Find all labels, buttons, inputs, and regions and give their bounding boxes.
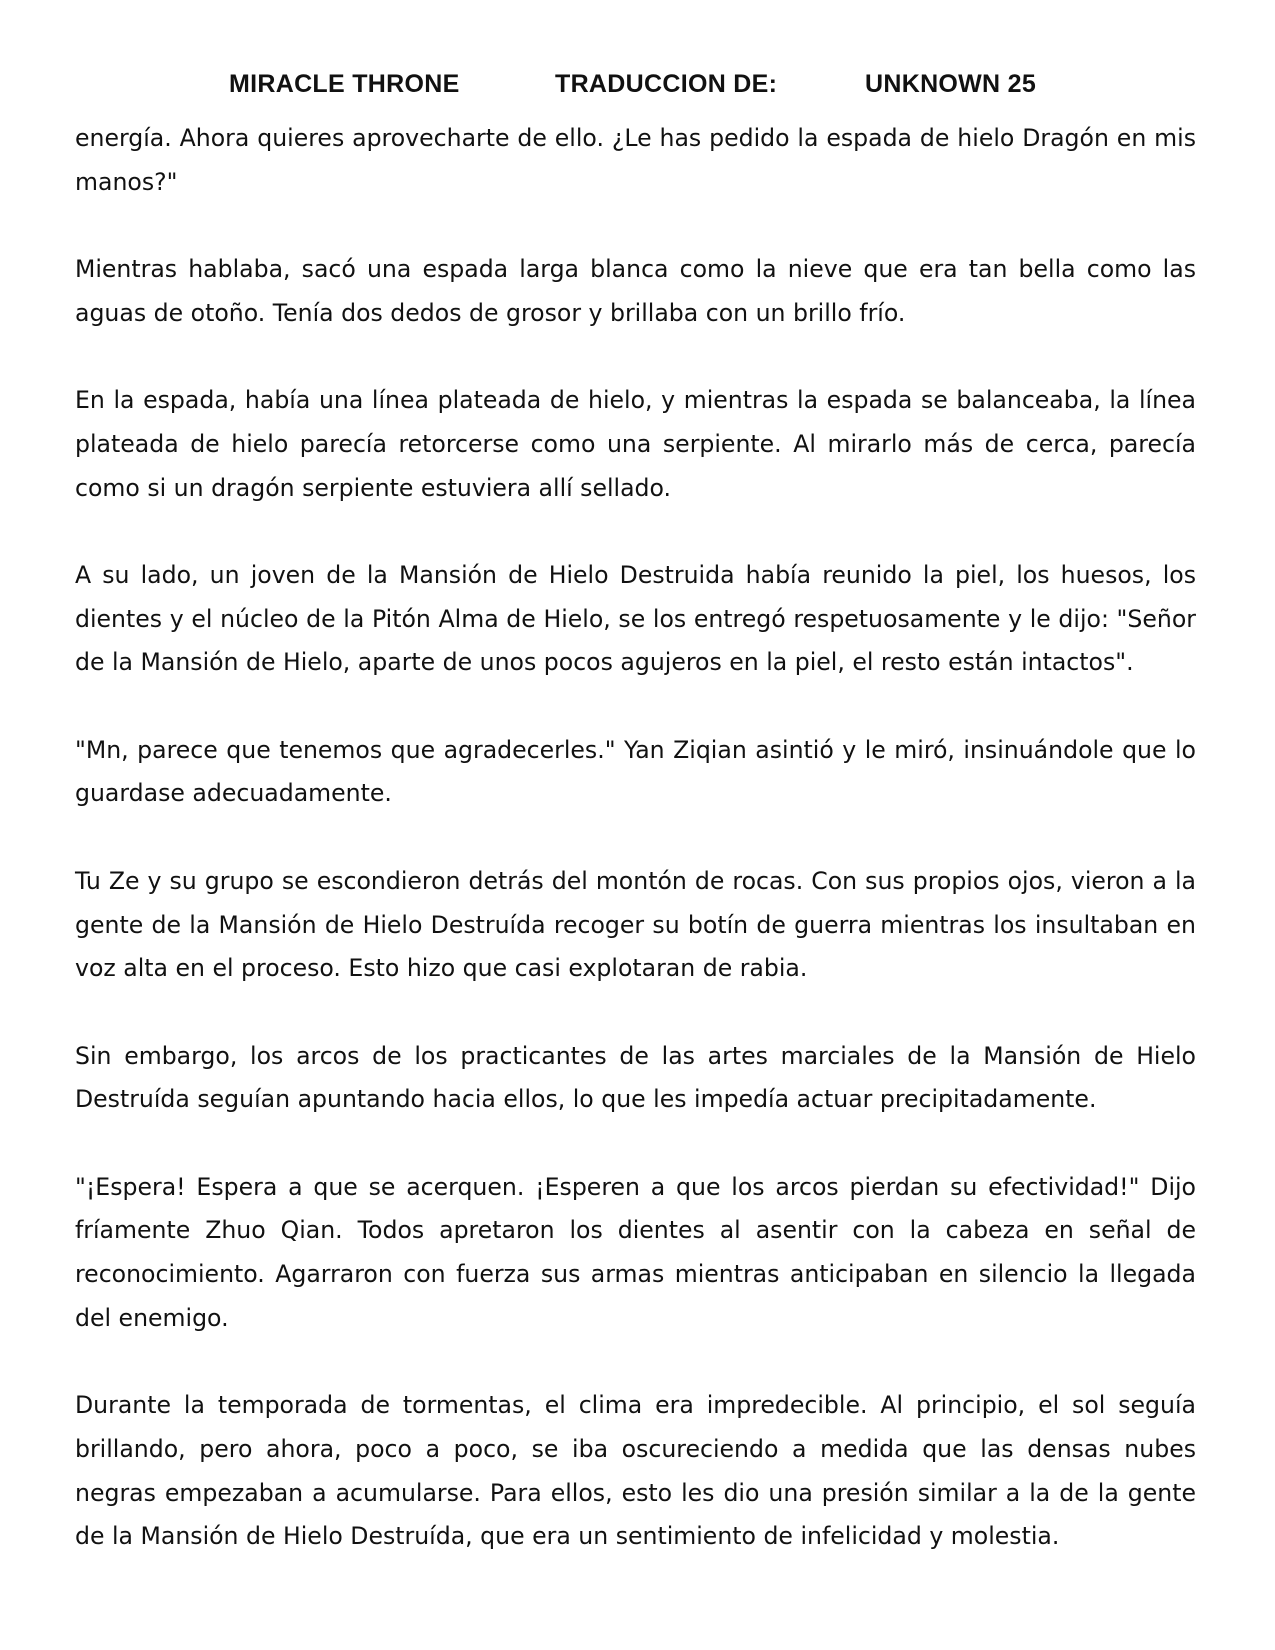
- paragraph-4: A su lado, un joven de la Mansión de Hielo Destruida había reunido la piel, los huesos, los dientes y el núcleo de la Pitón Alma de Hielo, se los entregó respetuosamente y le dijo: "Señor de la Mansión de Hielo, aparte de unos pocos agujeros en la piel, el resto están intactos".: [75, 560, 1196, 677]
- paragraph-6: Tu Ze y su grupo se escondieron detrás del montón de rocas. Con sus propios ojos, vieron a la gente de la Mansión de Hielo Destruída recoger su botín de guerra mientras los insultaban en voz alta en el proceso. Esto hizo que casi explotaran de rabia.: [75, 866, 1196, 983]
- paragraph-8: "¡Espera! Espera a que se acerquen. ¡Esperen a que los arcos pierdan su efectividad!" Dijo fríamente Zhuo Qian. Todos apretaron los dientes al asentir con la cabeza en señal de reconocimiento. Agarraron con fuerza sus armas mientras anticipaban en silencio la llegada del enemigo.: [75, 1172, 1196, 1332]
- document-body: [75, 117, 1196, 1559]
- paragraph-2: Mientras hablaba, sacó una espada larga blanca como la nieve que era tan bella como las aguas de otoño. Tenía dos dedos de grosor y brillaba con un brillo frío.: [75, 255, 1196, 327]
- paragraph-7: Sin embargo, los arcos de los practicantes de las artes marciales de la Mansión de Hielo Destruída seguían apuntando hacia ellos, lo que les impedía actuar precipitadamente.: [75, 1041, 1196, 1114]
- page-header: [0, 70, 1275, 104]
- header-translator: UNKNOWN 25: [865, 70, 1037, 98]
- header-translation-label: TRADUCCION DE:: [555, 70, 778, 98]
- paragraph-3: En la espada, había una línea plateada de hielo, y mientras la espada se balanceaba, la línea plateada de hielo parecía retorcerse como una serpiente. Al mirarlo más de cerca, parecía como si un dragón serpiente estuviera allí sellado.: [75, 386, 1196, 502]
- paragraph-9: Durante la temporada de tormentas, el clima era impredecible. Al principio, el sol seguía brillando, pero ahora, poco a poco, se iba oscureciendo a medida que las densas nubes negras empezaban a acumularse. Para ellos, esto les dio una presión similar a la de la gente de la Mansión de Hielo Destruída, que era un sentimiento de infelicidad y molestia.: [75, 1391, 1196, 1551]
- paragraph-5: "Mn, parece que tenemos que agradecerles." Yan Ziqian asintió y le miró, insinuándole que lo guardase adecuadamente.: [75, 735, 1196, 808]
- header-title: MIRACLE THRONE: [229, 70, 460, 98]
- paragraph-1: energía. Ahora quieres aprovecharte de ello. ¿Le has pedido la espada de hielo Dragón en mis manos?": [75, 124, 1196, 196]
